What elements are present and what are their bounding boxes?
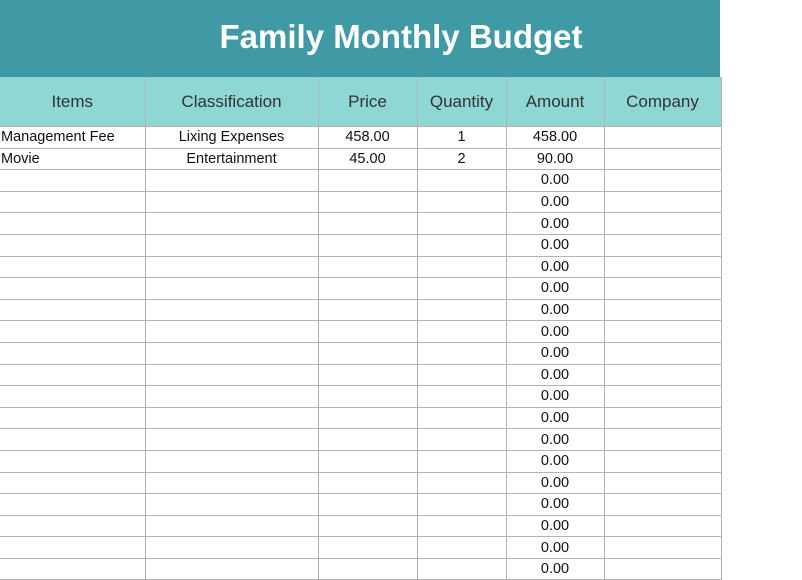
classification-cell[interactable] — [145, 213, 318, 235]
price-cell[interactable] — [318, 515, 417, 537]
amount-cell[interactable]: 90.00 — [506, 148, 604, 170]
classification-cell[interactable] — [145, 191, 318, 213]
quantity-cell[interactable] — [417, 558, 506, 580]
table-row — [0, 299, 721, 321]
budget-table — [0, 77, 722, 580]
company-cell[interactable] — [604, 234, 721, 256]
classification-cell[interactable] — [145, 321, 318, 343]
price-cell[interactable] — [318, 537, 417, 559]
amount-cell[interactable]: 0.00 — [506, 472, 604, 494]
price-cell[interactable] — [318, 450, 417, 472]
classification-cell[interactable] — [145, 515, 318, 537]
quantity-cell[interactable] — [417, 364, 506, 386]
price-cell[interactable] — [318, 472, 417, 494]
column-header-amount[interactable]: Amount — [506, 77, 604, 127]
quantity-cell[interactable] — [417, 191, 506, 213]
table-row — [0, 450, 721, 472]
quantity-cell[interactable] — [417, 537, 506, 559]
table-row — [0, 407, 721, 429]
amount-cell[interactable]: 0.00 — [506, 515, 604, 537]
item-cell[interactable] — [0, 321, 145, 343]
item-cell[interactable] — [0, 278, 145, 300]
quantity-cell[interactable]: 2 — [417, 148, 506, 170]
table-row — [0, 148, 721, 170]
price-cell[interactable]: 45.00 — [318, 148, 417, 170]
column-header-items[interactable]: Items — [0, 77, 145, 127]
classification-cell[interactable] — [145, 450, 318, 472]
classification-cell[interactable] — [145, 494, 318, 516]
price-cell[interactable] — [318, 278, 417, 300]
table-row — [0, 127, 721, 149]
company-cell[interactable] — [604, 515, 721, 537]
price-cell[interactable] — [318, 256, 417, 278]
item-cell[interactable] — [0, 234, 145, 256]
price-cell[interactable] — [318, 407, 417, 429]
company-cell[interactable] — [604, 494, 721, 516]
company-cell[interactable] — [604, 364, 721, 386]
item-cell[interactable] — [0, 170, 145, 192]
classification-cell[interactable] — [145, 170, 318, 192]
quantity-cell[interactable] — [417, 472, 506, 494]
company-cell[interactable] — [604, 321, 721, 343]
company-cell[interactable] — [604, 386, 721, 408]
amount-cell[interactable]: 0.00 — [506, 213, 604, 235]
price-cell[interactable] — [318, 494, 417, 516]
price-cell[interactable]: 458.00 — [318, 127, 417, 149]
price-cell[interactable] — [318, 299, 417, 321]
classification-cell[interactable]: Lixing Expenses — [145, 127, 318, 149]
table-row — [0, 558, 721, 580]
amount-cell[interactable]: 0.00 — [506, 558, 604, 580]
quantity-cell[interactable] — [417, 213, 506, 235]
item-cell[interactable] — [0, 537, 145, 559]
amount-cell[interactable]: 0.00 — [506, 191, 604, 213]
classification-cell[interactable] — [145, 342, 318, 364]
company-cell[interactable] — [604, 472, 721, 494]
table-row — [0, 386, 721, 408]
column-header-price[interactable]: Price — [318, 77, 417, 127]
company-cell[interactable] — [604, 278, 721, 300]
item-cell[interactable] — [0, 364, 145, 386]
company-cell[interactable] — [604, 407, 721, 429]
header-row — [0, 77, 721, 127]
table-row — [0, 537, 721, 559]
company-cell[interactable] — [604, 558, 721, 580]
quantity-cell[interactable] — [417, 386, 506, 408]
table-row — [0, 494, 721, 516]
quantity-cell[interactable] — [417, 278, 506, 300]
amount-cell[interactable]: 0.00 — [506, 407, 604, 429]
amount-cell[interactable]: 458.00 — [506, 127, 604, 149]
quantity-cell[interactable]: 1 — [417, 127, 506, 149]
price-cell[interactable] — [318, 170, 417, 192]
classification-cell[interactable] — [145, 407, 318, 429]
item-cell[interactable] — [0, 429, 145, 451]
item-cell[interactable] — [0, 342, 145, 364]
price-cell[interactable] — [318, 213, 417, 235]
table-row — [0, 170, 721, 192]
item-cell[interactable]: Management Fee — [0, 127, 145, 149]
item-cell[interactable] — [0, 386, 145, 408]
amount-cell[interactable]: 0.00 — [506, 234, 604, 256]
classification-cell[interactable] — [145, 429, 318, 451]
table-row — [0, 429, 721, 451]
amount-cell[interactable]: 0.00 — [506, 321, 604, 343]
quantity-cell[interactable] — [417, 299, 506, 321]
amount-cell[interactable]: 0.00 — [506, 299, 604, 321]
table-row — [0, 191, 721, 213]
quantity-cell[interactable] — [417, 342, 506, 364]
table-row — [0, 364, 721, 386]
quantity-cell[interactable] — [417, 429, 506, 451]
item-cell[interactable] — [0, 558, 145, 580]
table-row — [0, 515, 721, 537]
company-cell[interactable] — [604, 127, 721, 149]
price-cell[interactable] — [318, 342, 417, 364]
amount-cell[interactable]: 0.00 — [506, 386, 604, 408]
item-cell[interactable] — [0, 299, 145, 321]
quantity-cell[interactable] — [417, 234, 506, 256]
item-cell[interactable] — [0, 191, 145, 213]
table-row — [0, 278, 721, 300]
company-cell[interactable] — [604, 191, 721, 213]
price-cell[interactable] — [318, 558, 417, 580]
classification-cell[interactable] — [145, 472, 318, 494]
column-header-company[interactable]: Company — [604, 77, 721, 127]
amount-cell[interactable]: 0.00 — [506, 170, 604, 192]
amount-cell[interactable]: 0.00 — [506, 278, 604, 300]
price-cell[interactable] — [318, 386, 417, 408]
amount-cell[interactable]: 0.00 — [506, 364, 604, 386]
quantity-cell[interactable] — [417, 321, 506, 343]
price-cell[interactable] — [318, 234, 417, 256]
classification-cell[interactable] — [145, 558, 318, 580]
quantity-cell[interactable] — [417, 407, 506, 429]
company-cell[interactable] — [604, 299, 721, 321]
table-row — [0, 321, 721, 343]
quantity-cell[interactable] — [417, 494, 506, 516]
amount-cell[interactable]: 0.00 — [506, 450, 604, 472]
price-cell[interactable] — [318, 191, 417, 213]
budget-rows — [0, 127, 721, 580]
column-header-classification[interactable]: Classification — [145, 77, 318, 127]
price-cell[interactable] — [318, 364, 417, 386]
company-cell[interactable] — [604, 213, 721, 235]
company-cell[interactable] — [604, 537, 721, 559]
table-row — [0, 213, 721, 235]
item-cell[interactable]: Movie — [0, 148, 145, 170]
amount-cell[interactable]: 0.00 — [506, 342, 604, 364]
quantity-cell[interactable] — [417, 256, 506, 278]
classification-cell[interactable] — [145, 386, 318, 408]
classification-cell[interactable] — [145, 299, 318, 321]
item-cell[interactable] — [0, 407, 145, 429]
table-row — [0, 256, 721, 278]
item-cell[interactable] — [0, 472, 145, 494]
classification-cell[interactable] — [145, 256, 318, 278]
page-title: Family Monthly Budget — [219, 18, 583, 55]
company-cell[interactable] — [604, 342, 721, 364]
column-header-quantity[interactable]: Quantity — [417, 77, 506, 127]
amount-cell[interactable]: 0.00 — [506, 429, 604, 451]
classification-cell[interactable] — [145, 278, 318, 300]
price-cell[interactable] — [318, 429, 417, 451]
item-cell[interactable] — [0, 256, 145, 278]
item-cell[interactable] — [0, 515, 145, 537]
company-cell[interactable] — [604, 170, 721, 192]
company-cell[interactable] — [604, 450, 721, 472]
classification-cell[interactable] — [145, 234, 318, 256]
company-cell[interactable] — [604, 256, 721, 278]
amount-cell[interactable]: 0.00 — [506, 537, 604, 559]
price-cell[interactable] — [318, 321, 417, 343]
quantity-cell[interactable] — [417, 515, 506, 537]
amount-cell[interactable]: 0.00 — [506, 494, 604, 516]
table-row — [0, 234, 721, 256]
table-row — [0, 472, 721, 494]
classification-cell[interactable]: Entertainment — [145, 148, 318, 170]
company-cell[interactable] — [604, 429, 721, 451]
classification-cell[interactable] — [145, 537, 318, 559]
item-cell[interactable] — [0, 450, 145, 472]
item-cell[interactable] — [0, 213, 145, 235]
table-row — [0, 342, 721, 364]
company-cell[interactable] — [604, 148, 721, 170]
classification-cell[interactable] — [145, 364, 318, 386]
quantity-cell[interactable] — [417, 450, 506, 472]
quantity-cell[interactable] — [417, 170, 506, 192]
amount-cell[interactable]: 0.00 — [506, 256, 604, 278]
item-cell[interactable] — [0, 494, 145, 516]
